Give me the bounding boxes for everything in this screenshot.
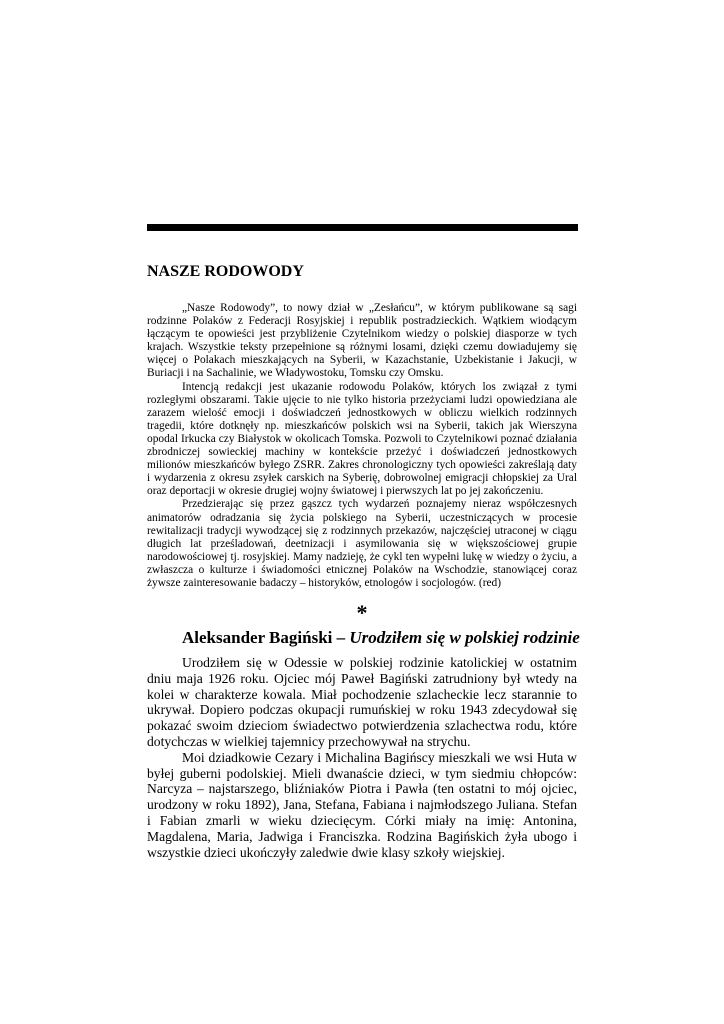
intro-paragraph: „Nasze Rodowody”, to nowy dział w „Zesłańcu”, w którym publikowane są sagi rodzinne Polaków z Federacji Rosyjskiej i republik postradzieckich. Wątkiem wiodącym łączącym te opowieści jest przybliżenie Czytelnikom wiedzy o polskiej diasporze w tych krajach. Wszystkie teksty przepełnione są różnymi losami, dzięki czemu dowiadujemy się więcej o Polakach mieszkających na Syberii, w Kazachstanie, Uzbekistanie i Jakucji, w Buriacji i na Sachalinie, we Władywostoku, Tomsku czy Omsku. — [147, 302, 577, 380]
section-title: NASZE RODOWODY — [147, 263, 304, 280]
story-title: Urodziłem się w polskiej rodzinie — [349, 628, 580, 647]
story-text — [147, 655, 577, 860]
intro-paragraph: Intencją redakcji jest ukazanie rodowodu Polaków, których los związał z tymi rozległymi obszarami. Takie ujęcie to nie tylko historia przeżyciami ludzi opowiedziana ale zarazem wielość emocji i doświadczeń jednostkowych w obliczu wielkich rodzinnych tragedii, które dotknęły np. mieszkańców polskich wsi na Syberii, takich jak Wierszyna opodal Irkucka czy Białystok w okolicach Tomska. Pozwoli to Czytelnikowi poznać działania zbrodniczej sowieckiej machiny w kontekście przeżyć i doświadczeń jednostkowych milionów mieszkańców byłego ZSRR. Zakres chronologiczny tych opowieści zakreślają daty i wydarzenia z okresu zsyłek carskich na Syberię, dobrowolnej emigracji chłopskiej za Ural oraz deportacji w okresie drugiej wojny światowej i pierwszych lat po jej zakończeniu. — [147, 380, 577, 498]
story-author: Aleksander Bagiński – — [182, 628, 346, 647]
intro-paragraph: Przedzierając się przez gąszcz tych wydarzeń poznajemy nieraz współczesnych animatorów odradzania się życia polskiego na Syberii, uczestniczących w procesie rewitalizacji tradycji wywodzącej się z rodzinnych przekazów, najczęściej utraconej w ciągu długich lat prześladowań, deetnizacji i asymilowania się w większościowej grupie narodowościowej tj. rosyjskiej. Mamy nadzieję, że cykl ten wypełni lukę w wiedzy o życiu, a zwłaszcza o kulturze i świadomości etnicznej Polaków na Wschodzie, stanowiącej coraz żywsze zainteresowanie badaczy – historyków, etnologów i socjologów. (red) — [147, 498, 577, 589]
story-heading — [182, 628, 580, 648]
top-rule — [147, 224, 578, 231]
section-separator: * — [356, 600, 368, 625]
intro-text — [147, 302, 577, 590]
story-paragraph: Moi dziadkowie Cezary i Michalina Bagińscy mieszkali we wsi Huta w byłej guberni podolskiej. Mieli dwanaście dzieci, w tym siedmiu chłopców: Narcyza – najstarszego, bliźniaków Piotra i Pawła (ten ostatni to mój ojciec, urodzony w roku 1892), Jana, Stefana, Fabiana i najmłodszego Juliana. Stefan i Fabian zmarli w wieku dziecięcym. Córki miały na imię: Antonina, Magdalena, Maria, Jadwiga i Franciszka. Rodzina Bagińskich żyła ubogo i wszystkie dzieci ukończyły zaledwie dwie klasy szkoły wiejskiej. — [147, 749, 577, 860]
story-paragraph: Urodziłem się w Odessie w polskiej rodzinie katolickiej w ostatnim dniu maja 1926 roku. Ojciec mój Paweł Bagiński zatrudniony był wtedy na kolei w charakterze kowala. Miał pochodzenie szlacheckie lecz starannie to ukrywał. Dopiero podczas okupacji rumuńskiej w roku 1943 zdecydował się pokazać swoim dzieciom świadectwo potwierdzenia szlachectwa rodu, które dotychczas w wielkiej tajemnicy przechowywał na strychu. — [147, 655, 577, 749]
